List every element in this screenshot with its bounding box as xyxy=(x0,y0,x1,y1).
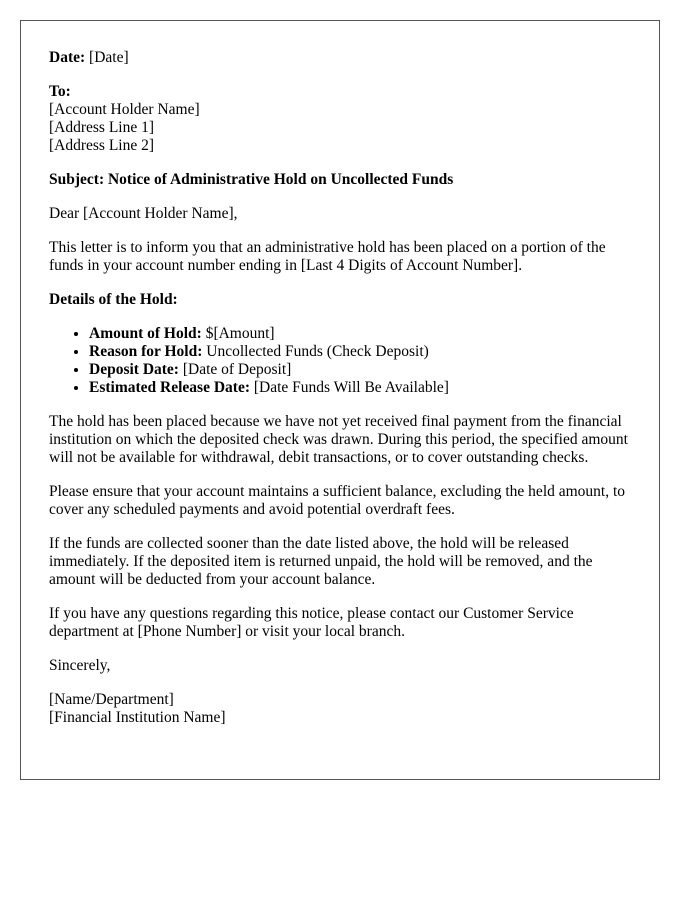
salutation: Dear [Account Holder Name], xyxy=(49,205,238,222)
detail-label: Deposit Date: xyxy=(89,361,179,378)
detail-label: Reason for Hold: xyxy=(89,343,203,360)
details-heading: Details of the Hold: xyxy=(49,291,178,308)
list-item xyxy=(89,361,631,379)
detail-value: Uncollected Funds (Check Deposit) xyxy=(202,343,429,360)
list-item xyxy=(89,343,631,361)
date-label: Date: xyxy=(49,49,86,66)
signature-institution: [Financial Institution Name] xyxy=(49,709,226,726)
recipient-block xyxy=(49,83,631,155)
contact-paragraph: If you have any questions regarding this notice, please contact our Customer Service department at [Phone Number] or visit your local branch. xyxy=(49,605,574,640)
letter-document xyxy=(20,20,660,780)
detail-label: Amount of Hold: xyxy=(89,325,202,342)
recipient-name: [Account Holder Name] xyxy=(49,101,200,118)
recipient-address-line-1: [Address Line 1] xyxy=(49,119,155,136)
intro-paragraph: This letter is to inform you that an administrative hold has been placed on a portion of the funds in your account number ending in [Last 4 Digits of Account Number]. xyxy=(49,239,606,274)
subject-line xyxy=(49,171,631,189)
signature-name: [Name/Department] xyxy=(49,691,174,708)
recipient-label: To: xyxy=(49,83,71,100)
balance-paragraph: Please ensure that your account maintains a sufficient balance, excluding the held amount, to cover any scheduled payments and avoid potential overdraft fees. xyxy=(49,483,626,518)
detail-value: [Date of Deposit] xyxy=(178,361,292,378)
detail-label: Estimated Release Date: xyxy=(89,379,250,396)
list-item xyxy=(89,379,631,397)
recipient-address-line-2: [Address Line 2] xyxy=(49,137,155,154)
closing: Sincerely, xyxy=(49,657,111,674)
release-paragraph: If the funds are collected sooner than the date listed above, the hold will be released immediately. If the deposited item is returned unpaid, the hold will be removed, and the amount will be deducted from your account balance. xyxy=(49,535,593,588)
detail-value: [Date Funds Will Be Available] xyxy=(249,379,449,396)
subject-text: Subject: Notice of Administrative Hold on Uncollected Funds xyxy=(49,171,454,188)
hold-reason-paragraph: The hold has been placed because we have not yet received final payment from the financial institution on which the deposited check was drawn. During this period, the specified amount will not be available for withdrawal, debit transactions, or to cover outstanding checks. xyxy=(49,413,628,466)
date-value: [Date] xyxy=(85,49,129,66)
detail-value: $[Amount] xyxy=(201,325,275,342)
list-item xyxy=(89,325,631,343)
signature-block xyxy=(49,691,631,727)
date-line xyxy=(49,49,631,67)
details-list xyxy=(49,325,631,397)
